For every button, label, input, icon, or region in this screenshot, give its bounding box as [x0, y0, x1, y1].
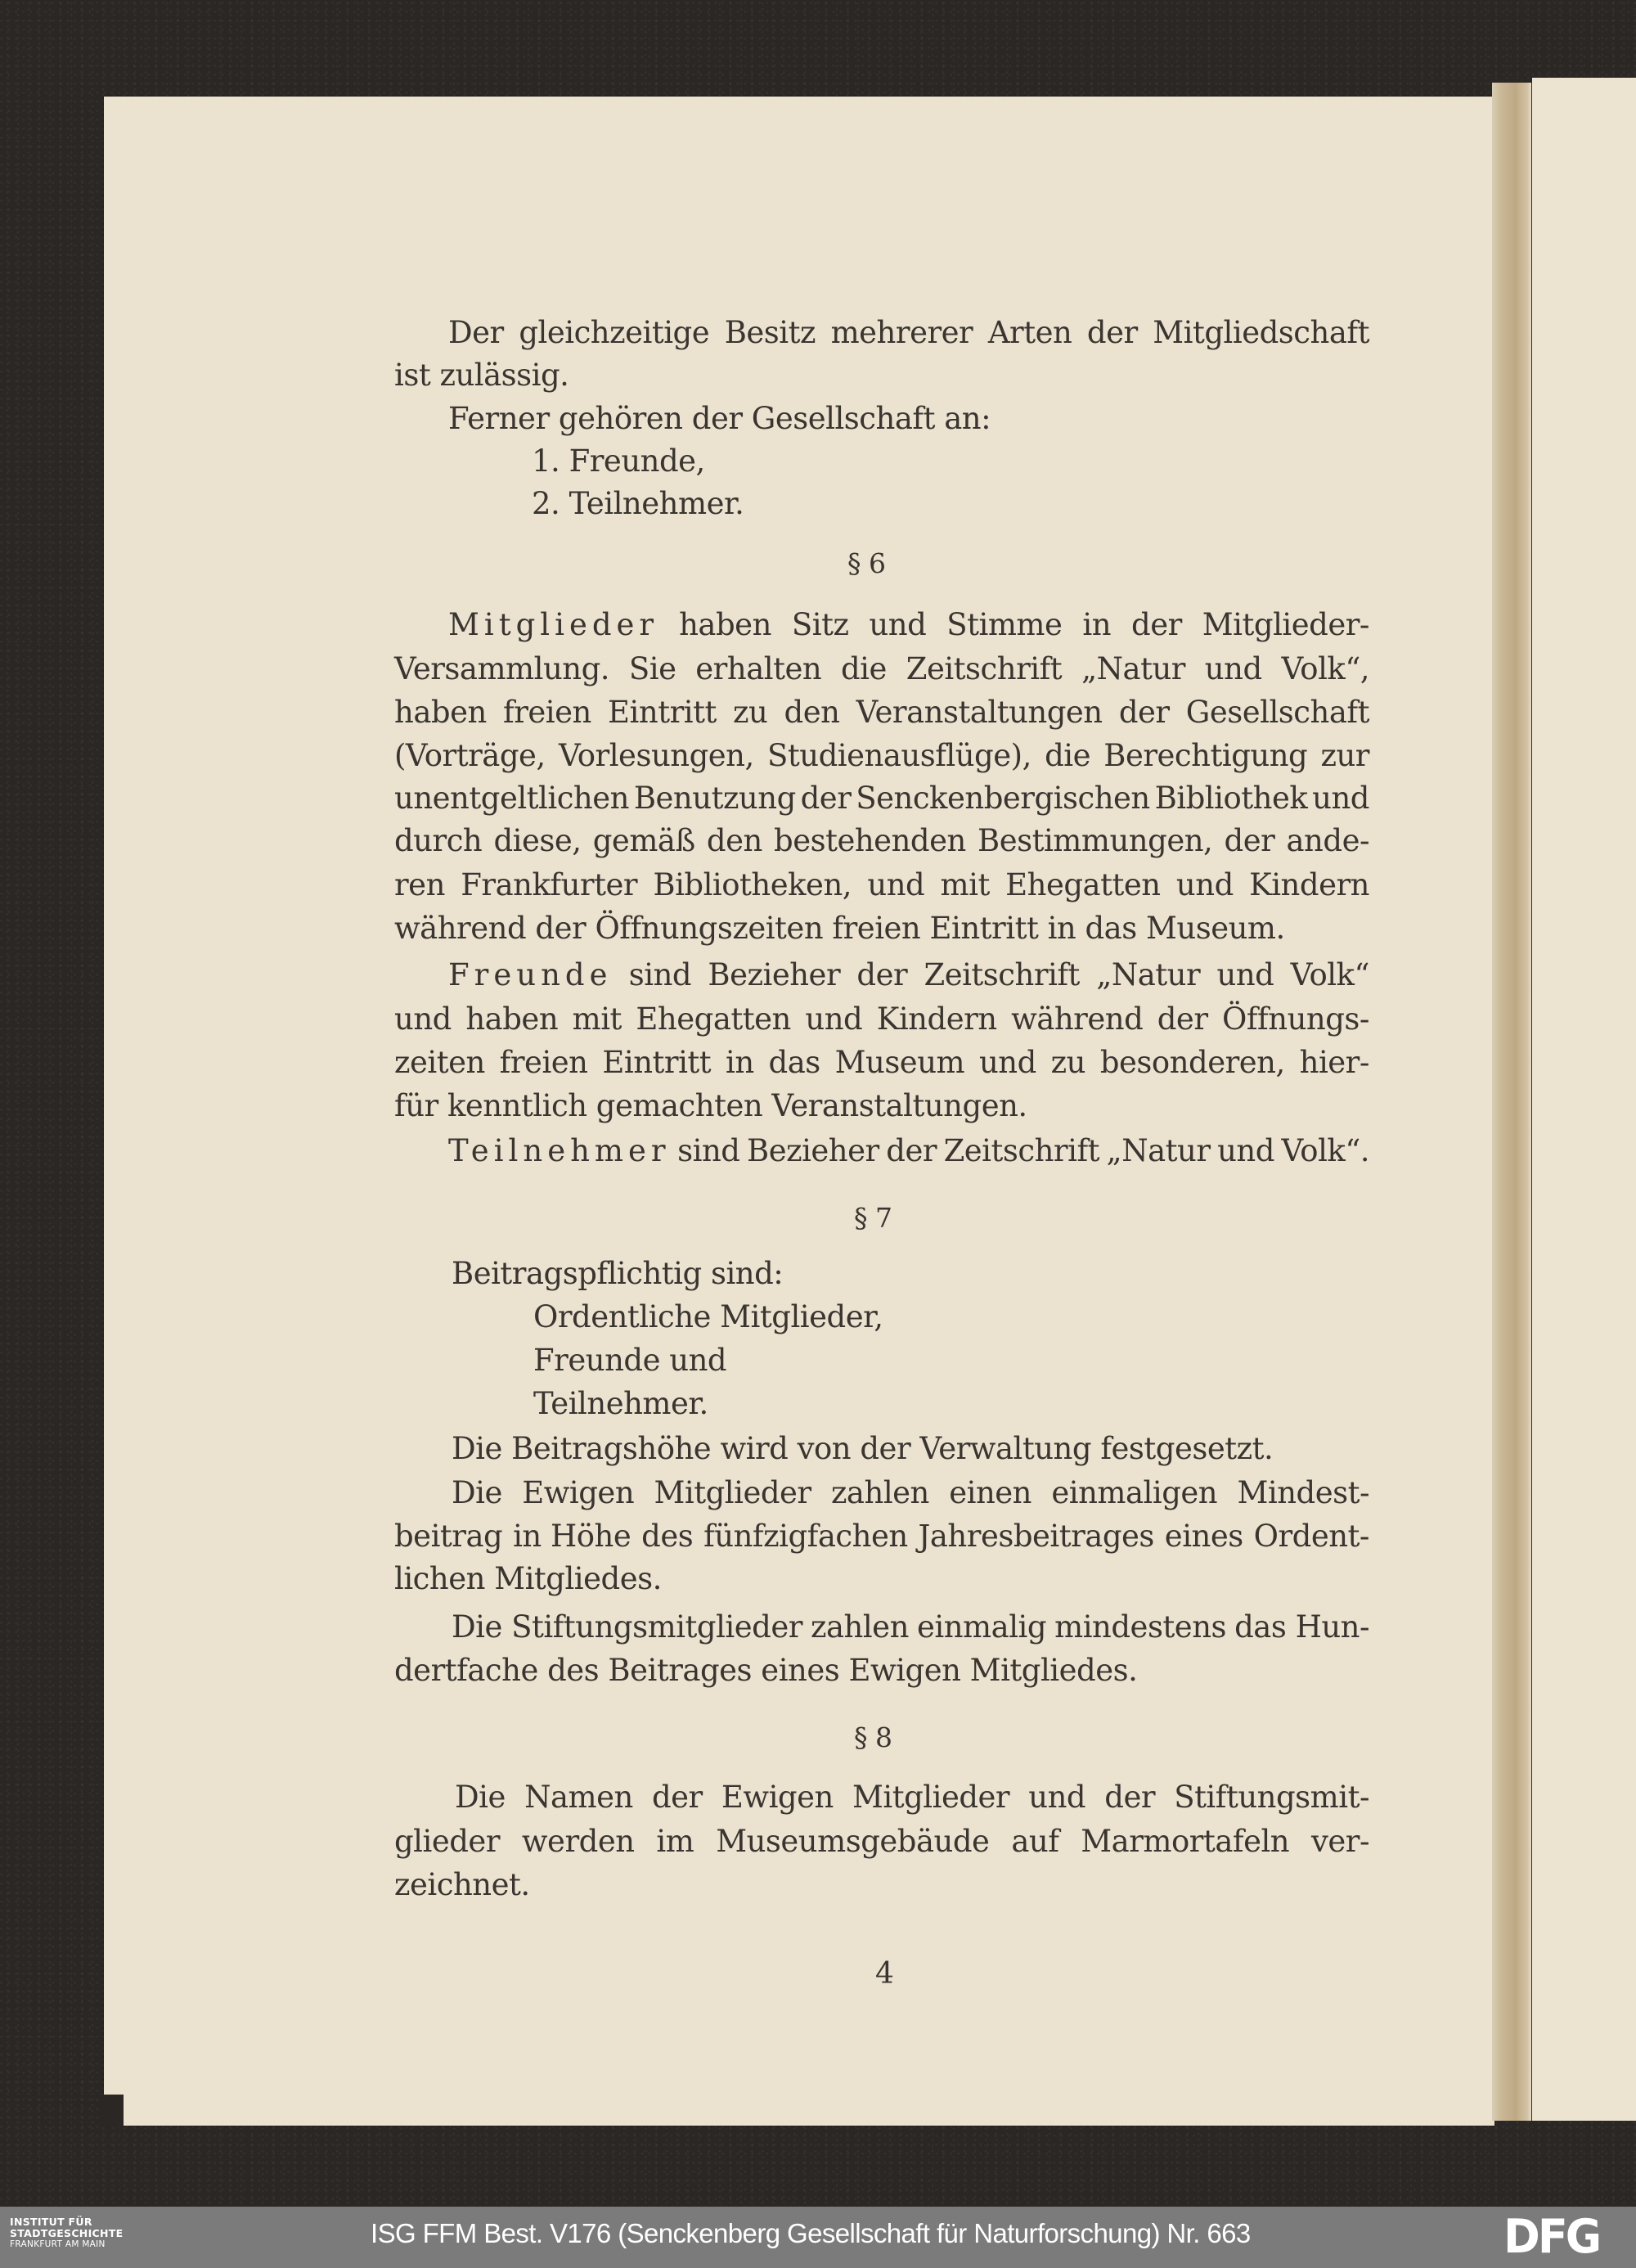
- text-line: [394, 823, 1369, 858]
- list-item: Freunde und: [533, 1343, 727, 1378]
- word: Ewigen: [721, 1780, 834, 1815]
- word: fünfzigfachen: [703, 1519, 908, 1554]
- word: zu: [1050, 1045, 1085, 1080]
- word: zu: [733, 695, 768, 730]
- word: und: [394, 1001, 452, 1037]
- word: werden: [521, 1824, 635, 1859]
- word: hier-: [1299, 1045, 1369, 1080]
- word: das Hun-: [1234, 1609, 1369, 1645]
- word: des: [641, 1519, 694, 1554]
- word: der: [1086, 315, 1138, 350]
- word: Sie: [628, 651, 676, 686]
- word: der: [886, 1133, 937, 1168]
- word: zahlen: [810, 1609, 909, 1645]
- text-line: [394, 1519, 1369, 1554]
- text-line: [452, 1475, 1369, 1510]
- text-line: während der Öffnungszeiten freien Eintritt in das Museum.: [394, 911, 1285, 946]
- word: beitrag: [394, 1519, 503, 1554]
- word: unentgeltlichen: [394, 781, 629, 816]
- word: bestehenden: [774, 823, 966, 858]
- word: und: [1216, 957, 1274, 992]
- word: Volk“,: [1281, 651, 1369, 686]
- text-line: [394, 695, 1369, 730]
- text-line: [452, 1609, 1369, 1645]
- spaced-term: Mitglieder: [448, 607, 659, 642]
- word: Ordent-: [1253, 1519, 1369, 1554]
- text-line: lichen Mitgliedes.: [394, 1561, 662, 1596]
- word: Der: [448, 315, 504, 350]
- word: sind: [677, 1133, 740, 1168]
- word: und: [867, 867, 925, 902]
- institute-name-line2: STADTGESCHICHTE: [10, 2227, 124, 2239]
- section-heading-6: § 6: [847, 547, 886, 579]
- word: Gesellschaft: [1185, 695, 1369, 730]
- institute-logo: [10, 2216, 123, 2250]
- word: zahlen: [830, 1475, 929, 1510]
- word: mit: [572, 1001, 622, 1037]
- word: Die Stiftungsmitglieder: [452, 1609, 802, 1645]
- word: freien: [503, 695, 591, 730]
- word: Benutzung: [633, 781, 796, 816]
- word: „Natur: [1106, 1133, 1211, 1168]
- word: die: [841, 651, 887, 686]
- archive-caption: ISG FFM Best. V176 (Senckenberg Gesellschaft für Naturforschung) Nr. 663: [371, 2218, 1251, 2248]
- word: Frankfurter: [461, 867, 638, 902]
- word: Senckenbergischen: [856, 781, 1150, 816]
- list-item: Ordentliche Mitglieder,: [533, 1299, 883, 1334]
- word: der: [856, 957, 908, 992]
- word: Zeitschrift: [924, 957, 1080, 992]
- word: ver-: [1311, 1824, 1369, 1859]
- word: Bibliothek: [1154, 781, 1308, 816]
- dfg-logo: DFG: [1503, 2209, 1600, 2264]
- word: und: [978, 1045, 1036, 1080]
- word: in Höhe: [513, 1519, 631, 1554]
- text-line: Die Beitragshöhe wird von der Verwaltung festgesetzt.: [452, 1431, 1274, 1466]
- word: eines: [1164, 1519, 1243, 1554]
- word: besonderen,: [1099, 1045, 1285, 1080]
- word: Veranstaltungen: [856, 695, 1103, 730]
- word: Namen: [524, 1780, 633, 1815]
- list-item: Teilnehmer.: [533, 1386, 708, 1421]
- word: Bezieher: [708, 957, 841, 992]
- text-line: [394, 781, 1369, 816]
- section-heading-7: § 7: [854, 1202, 892, 1234]
- word: und: [1175, 867, 1234, 902]
- word: und: [805, 1001, 863, 1037]
- word: Mitglieder: [852, 1780, 1010, 1815]
- word: Museumsgebäude: [716, 1824, 990, 1859]
- word: mit: [940, 867, 990, 902]
- word: und: [1217, 1133, 1274, 1168]
- word: Eintritt: [608, 695, 717, 730]
- word: Museum: [834, 1045, 965, 1080]
- word: sind: [628, 957, 692, 992]
- text-line: Ferner gehören der Gesellschaft an:: [448, 401, 991, 436]
- word: Volk“: [1290, 957, 1369, 992]
- text-line: für kenntlich gemachten Veranstaltungen.: [394, 1088, 1027, 1123]
- word: haben: [394, 695, 487, 730]
- word: in: [726, 1045, 754, 1080]
- word: zeiten: [394, 1045, 485, 1080]
- text-line: [448, 607, 1369, 642]
- word: erhalten: [695, 651, 822, 686]
- word: auf: [1011, 1824, 1059, 1859]
- list-item: 1. Freunde,: [532, 443, 705, 479]
- word: ren: [394, 867, 445, 902]
- word: während: [1011, 1001, 1144, 1037]
- word: durch: [394, 823, 483, 858]
- word: Jahresbeitrages: [918, 1519, 1154, 1554]
- word: Bibliotheken,: [653, 867, 852, 902]
- word: Öffnungs-: [1222, 1001, 1369, 1037]
- word: haben: [679, 607, 771, 642]
- word: einmaligen: [1051, 1475, 1218, 1510]
- word: Marmortafeln: [1081, 1824, 1290, 1859]
- text-line: [394, 1001, 1369, 1037]
- word: Berechtigung: [1103, 738, 1308, 773]
- word: die: [1045, 738, 1091, 773]
- word: Kindern: [876, 1001, 997, 1037]
- word: (Vorträge,: [394, 738, 546, 773]
- word: das: [768, 1045, 820, 1080]
- word: glieder: [394, 1824, 501, 1859]
- word: Arten: [987, 315, 1072, 350]
- word: der: [1157, 1001, 1208, 1037]
- word: Ehegatten: [636, 1001, 791, 1037]
- word: Die: [452, 1475, 502, 1510]
- text-line: [455, 1780, 1369, 1815]
- institute-city: FRANKFURT AM MAIN: [10, 2239, 106, 2249]
- word: im: [656, 1824, 694, 1859]
- word: Kindern: [1249, 867, 1369, 902]
- word: ande-: [1286, 823, 1369, 858]
- word: der: [1118, 695, 1170, 730]
- text-line: [394, 1824, 1369, 1859]
- text-line: Beitragspflichtig sind:: [452, 1256, 784, 1291]
- text-line: [394, 740, 1369, 771]
- word: Mitgliedschaft: [1153, 315, 1369, 350]
- word: der: [1224, 823, 1275, 858]
- institute-name-line1: INSTITUT FÜR: [10, 2216, 92, 2228]
- text-line: dertfache des Beitrages eines Ewigen Mitgliedes.: [394, 1653, 1138, 1688]
- word: und: [1312, 781, 1369, 816]
- word: in: [1082, 607, 1112, 642]
- word: Zeitschrift: [943, 1133, 1100, 1168]
- spaced-term: Freunde: [448, 957, 613, 992]
- text-line: [394, 1047, 1369, 1078]
- word: einen: [949, 1475, 1032, 1510]
- word: Zeitschrift: [906, 651, 1063, 686]
- word: Bestimmungen,: [978, 823, 1213, 858]
- text-line: [448, 317, 1369, 348]
- text-line: [394, 651, 1369, 686]
- word: Mitglieder: [654, 1475, 811, 1510]
- word: Ewigen: [522, 1475, 635, 1510]
- word: Mindest-: [1237, 1475, 1369, 1510]
- archive-footer-bar: [0, 2207, 1636, 2268]
- word: Vorlesungen,: [558, 738, 754, 773]
- word: Studienausflüge),: [767, 738, 1031, 773]
- word: mehrerer: [830, 315, 973, 350]
- word: Versammlung.: [394, 651, 610, 686]
- word: den: [784, 695, 840, 730]
- word: freien: [499, 1045, 588, 1080]
- word: „Natur: [1081, 651, 1185, 686]
- word: den: [706, 823, 762, 858]
- word: Ehegatten: [1005, 867, 1161, 902]
- text-line: [448, 1133, 1369, 1168]
- word: diese,: [493, 823, 582, 858]
- word: Die: [455, 1780, 506, 1815]
- word: und: [1204, 651, 1262, 686]
- word: und: [869, 607, 927, 642]
- word: einmalig: [916, 1609, 1047, 1645]
- word: zur: [1320, 738, 1369, 773]
- word: der: [1131, 607, 1182, 642]
- word: Volk“.: [1281, 1133, 1369, 1168]
- text-line: ist zulässig.: [394, 358, 569, 393]
- word: Besitz: [724, 315, 816, 350]
- word: Stiftungsmit-: [1174, 1780, 1369, 1815]
- word: der: [800, 781, 852, 816]
- list-item: 2. Teilnehmer.: [532, 486, 744, 521]
- word: gemäß: [592, 823, 695, 858]
- text-line: zeichnet.: [394, 1867, 530, 1902]
- word: mindestens: [1054, 1609, 1227, 1645]
- text-line: [394, 867, 1369, 902]
- section-heading-8: § 8: [854, 1721, 892, 1753]
- word: haben: [465, 1001, 559, 1037]
- text-line: [448, 957, 1369, 992]
- word: der: [1104, 1780, 1156, 1815]
- word: und: [1028, 1780, 1086, 1815]
- page-number: 4: [875, 1957, 894, 1991]
- word: Stimme: [946, 607, 1063, 642]
- spaced-term: Teilnehmer: [448, 1133, 671, 1168]
- word: Mitglieder-: [1202, 607, 1369, 642]
- word: der: [651, 1780, 703, 1815]
- word: Eintritt: [602, 1045, 712, 1080]
- word: Bezieher: [747, 1133, 879, 1168]
- word: Sitz: [791, 607, 849, 642]
- word: „Natur: [1096, 957, 1201, 992]
- word: gleichzeitige: [519, 315, 710, 350]
